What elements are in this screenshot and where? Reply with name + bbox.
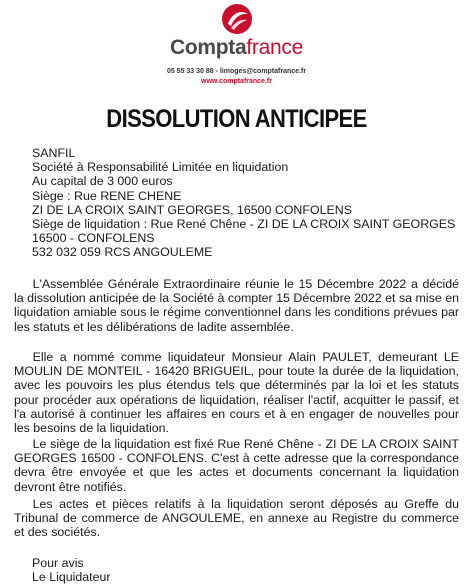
- brand-name: [0, 36, 473, 60]
- company-block: [32, 146, 462, 260]
- paragraph-decision-text: L'Assemblée Générale Extraordinaire réunie le 15 Décembre 2022 a décidé la dissolution anticipée de la Société à compter 15 Décembre 2022 et sa mise en liquidation amiable sous le régime conventionnel dans les conditions prévues par les statuts et les délibérations de ladite assemblée.: [14, 277, 459, 334]
- liquidation-seat-city: 16500 - CONFOLENS: [32, 231, 155, 246]
- website-link[interactable]: www.comptafrance.fr: [201, 78, 272, 85]
- contact-line: 05 55 33 30 88 - limoges@comptafrance.fr: [166, 68, 307, 75]
- signature-block: [32, 556, 111, 584]
- brand-part1: Compta: [170, 36, 247, 59]
- liquidation-seat: Siège de liquidation : Rue René Chêne - ZI DE LA CROIX SAINT GEORGES: [32, 217, 456, 232]
- company-name: SANFIL: [32, 146, 76, 160]
- paragraph-liquidator-text: Elle a nommé comme liquidateur Monsieur Alain PAULET, demeurant LE MOULIN DE MONTEIL - 16420 BRIGUEIL, pour toute la durée de la liquidation, avec les pouvoirs les plus étendus tels que déterminés par la loi et les statuts pour procéder aux opérations de liquidation, réaliser l'actif, acquitter le passif, et l'a autorisé à continuer les affaires en cours et à en engager de nouvelles pour les besoins de la liquidation.: [14, 350, 459, 436]
- company-seat: Siège : Rue RENE CHENE: [32, 188, 182, 203]
- comptafrance-logo-icon: [222, 4, 252, 34]
- company-registration: 532 032 059 RCS ANGOULEME: [32, 245, 213, 260]
- company-legal-form: Société à Responsabilité Limitée en liquidation: [32, 160, 289, 175]
- paragraph-seat: [14, 437, 459, 494]
- notice-title: DISSOLUTION ANTICIPEE: [106, 104, 367, 133]
- paragraph-decision: [14, 277, 459, 334]
- company-capital: Au capital de 3 000 euros: [32, 174, 173, 189]
- paragraph-seat-text: Le siège de la liquidation est fixé Rue René Chêne - ZI DE LA CROIX SAINT GEORGES 16500 - CONFOLENS. C'est à cette adresse que la correspondance devra être envoyée et que les actes et documents concernant la liquidation devront être notifiés.: [14, 437, 459, 494]
- signature-line-2: Le Liquidateur: [32, 570, 111, 585]
- brand-part2: france: [246, 36, 303, 59]
- paragraph-filing-text: Les actes et pièces relatifs à la liquidation seront déposés au Greffe du Tribunal de commerce de ANGOULEME, en annexe au Registre du commerce et des sociétés.: [14, 497, 459, 540]
- paragraph-liquidator: [14, 350, 459, 435]
- header: [0, 0, 473, 92]
- signature-line-1: Pour avis: [32, 556, 84, 570]
- paragraph-filing: [14, 497, 459, 540]
- company-seat-address: ZI DE LA CROIX SAINT GEORGES, 16500 CONFOLENS: [32, 202, 352, 217]
